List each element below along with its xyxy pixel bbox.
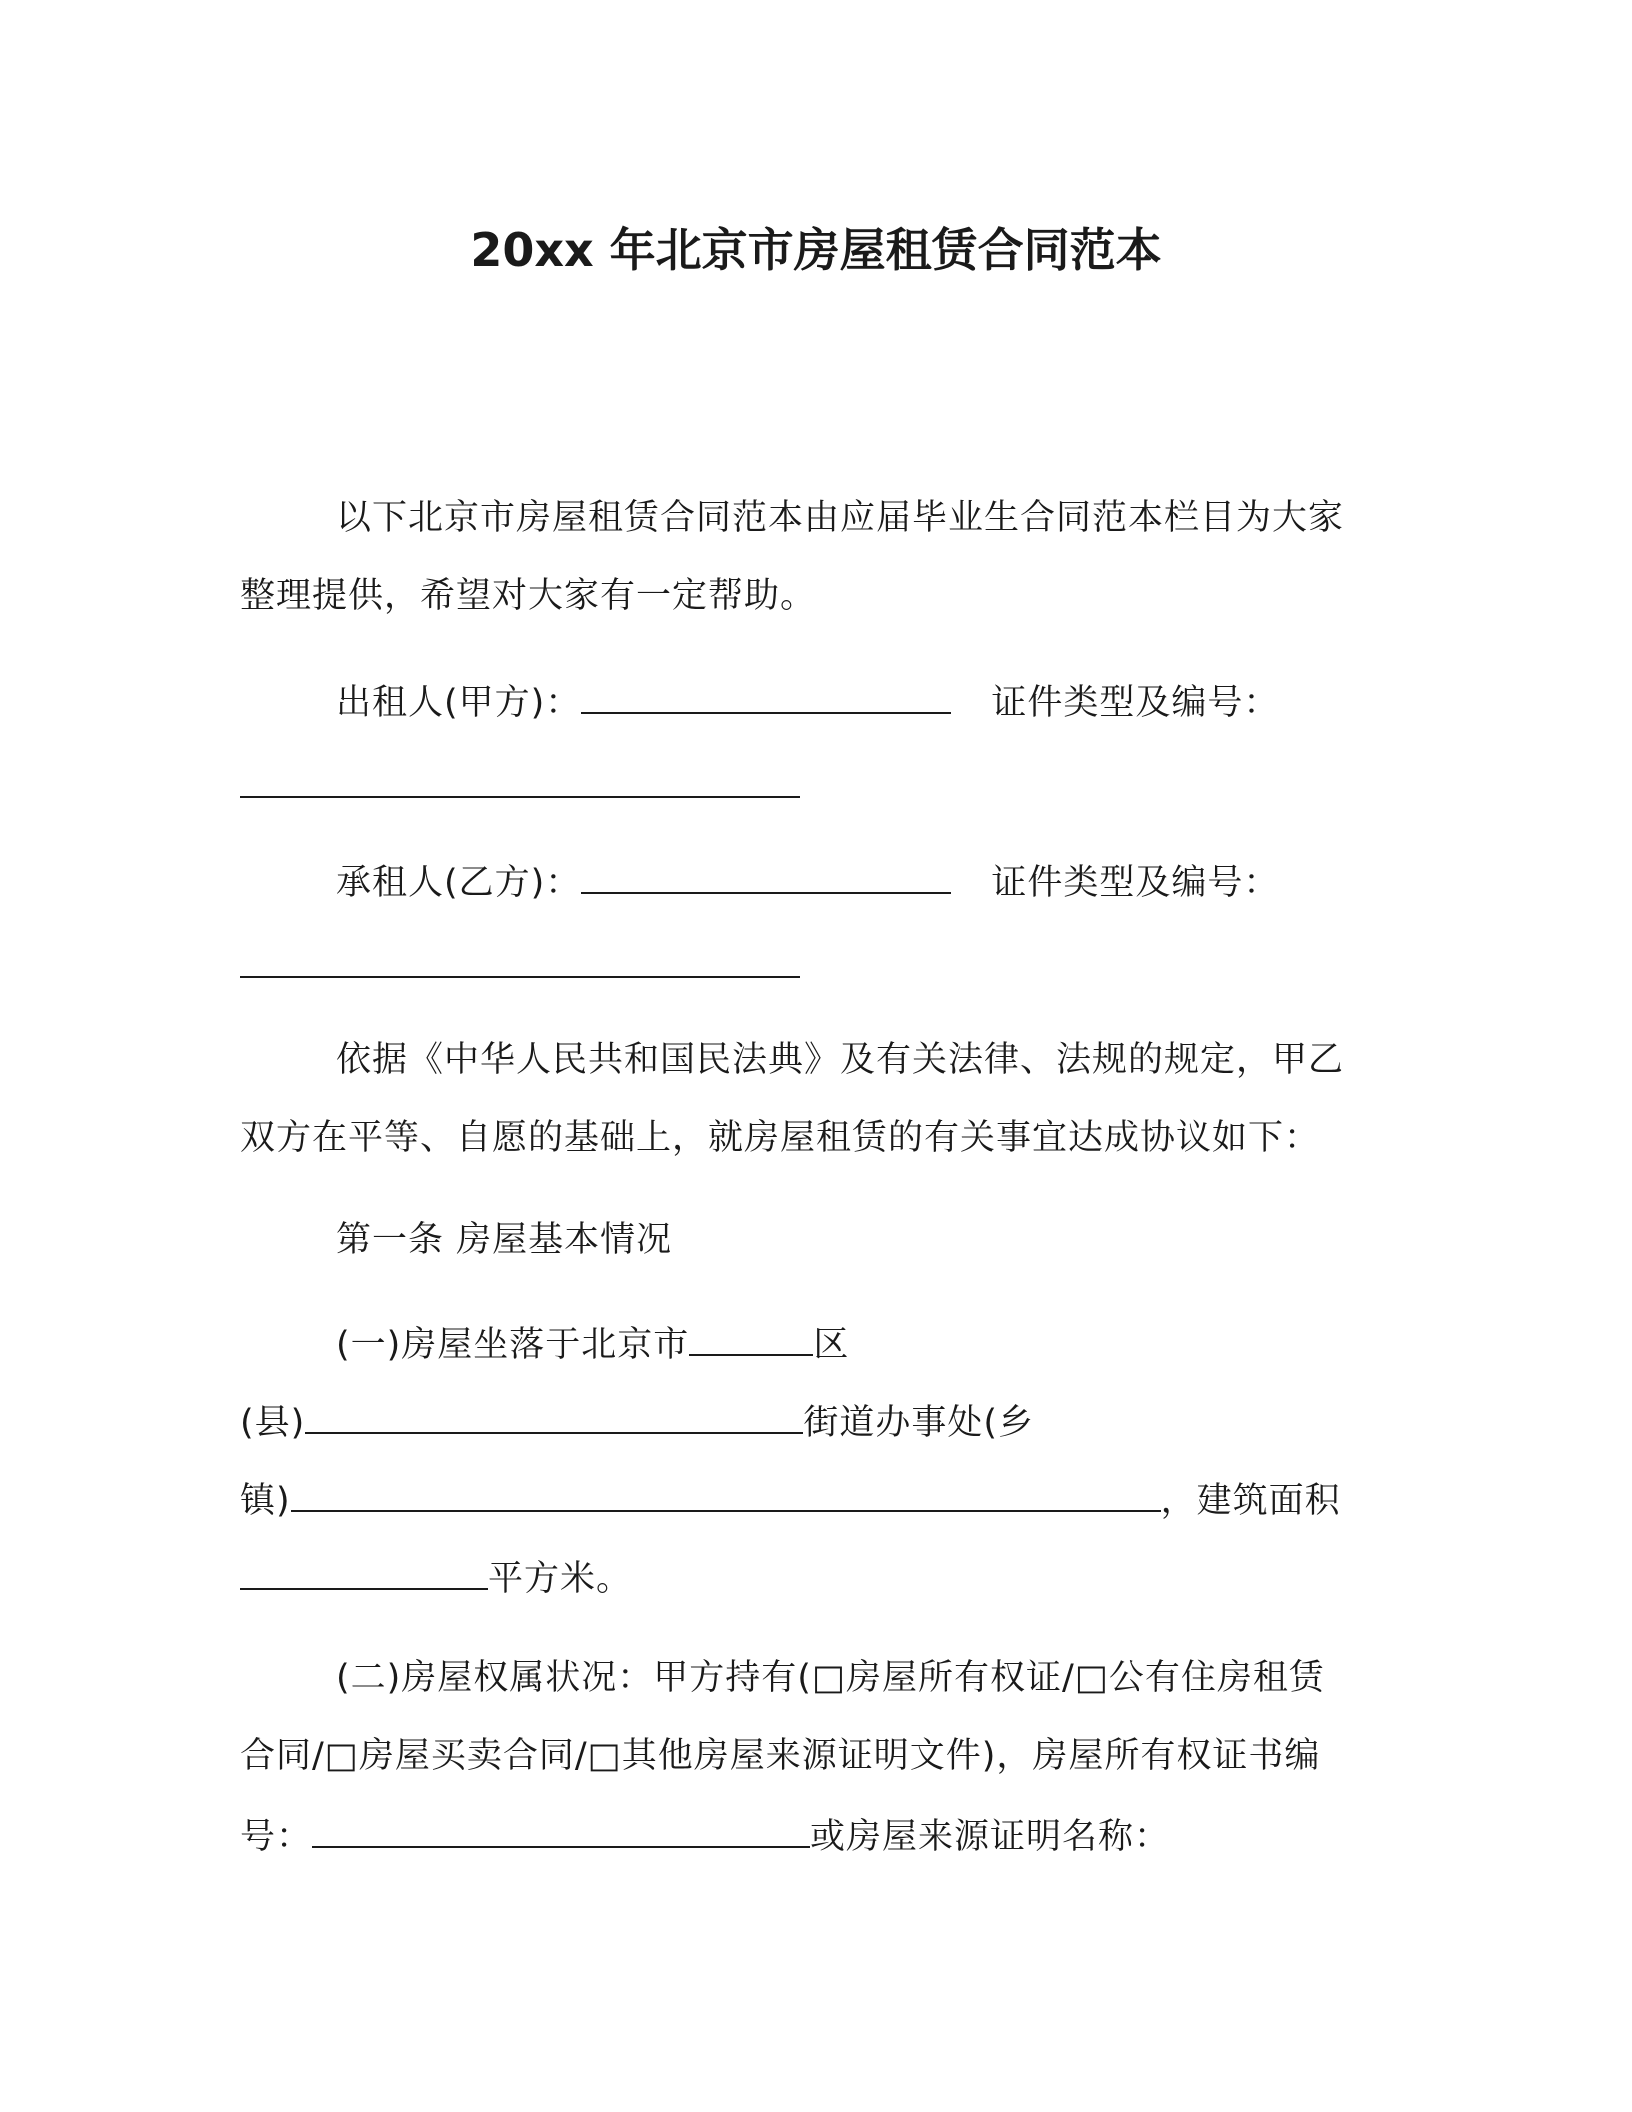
area-blank[interactable] [240,1552,488,1590]
lessee-line [336,856,1279,907]
address-line-1 [336,1318,849,1369]
article1-heading: 第一条 房屋基本情况 [336,1220,673,1260]
cert-number-label: 号： [240,1817,313,1857]
lessee-id-label: 证件类型及编号： [991,863,1280,903]
address-line-4 [240,1552,632,1603]
address-line-3 [240,1474,1341,1525]
source-doc-label: 或房屋来源证明名称： [810,1817,1171,1857]
lessor-name-blank[interactable] [581,676,951,714]
lessee-label: 承租人(乙方)： [336,863,582,903]
county-label: (县) [240,1403,306,1443]
ownership-line-1: (二)房屋权属状况：甲方持有(□房屋所有权证/□公有住房租赁 [336,1658,1325,1698]
address-prefix: (一)房屋坐落于北京市 [336,1325,690,1365]
ownership-line-3 [240,1810,1170,1861]
lessor-line [336,676,1279,727]
ownership-line-2: 合同/□房屋买卖合同/□其他房屋来源证明文件)，房屋所有权证书编 [240,1736,1321,1776]
document-title: 20xx 年北京市房屋租赁合同范本 [470,223,1162,277]
cert-number-blank[interactable] [312,1810,810,1848]
area-label: ，建筑面积 [1160,1481,1341,1521]
town-blank[interactable] [291,1474,1161,1512]
lessee-name-blank[interactable] [581,856,951,894]
street-label: 街道办事处(乡 [803,1403,1034,1443]
basis-line-1: 依据《中华人民共和国民法典》及有关法律、法规的规定，甲乙 [336,1040,1345,1080]
intro-line-1: 以下北京市房屋租赁合同范本由应届毕业生合同范本栏目为大家 [336,498,1345,538]
lessor-id-line [240,760,800,811]
district-blank[interactable] [689,1318,813,1356]
lessee-id-line [240,940,800,991]
street-blank[interactable] [305,1396,803,1434]
lessor-id-blank[interactable] [240,760,800,798]
intro-line-2: 整理提供，希望对大家有一定帮助。 [240,576,817,616]
address-line-2 [240,1396,1034,1447]
lessee-id-blank[interactable] [240,940,800,978]
town-label: 镇) [240,1481,291,1521]
basis-line-2: 双方在平等、自愿的基础上，就房屋租赁的有关事宜达成协议如下： [240,1118,1321,1158]
district-label: 区 [813,1325,850,1365]
area-unit: 平方米。 [488,1559,633,1599]
lessor-label: 出租人(甲方)： [336,683,582,723]
lessor-id-label: 证件类型及编号： [991,683,1280,723]
